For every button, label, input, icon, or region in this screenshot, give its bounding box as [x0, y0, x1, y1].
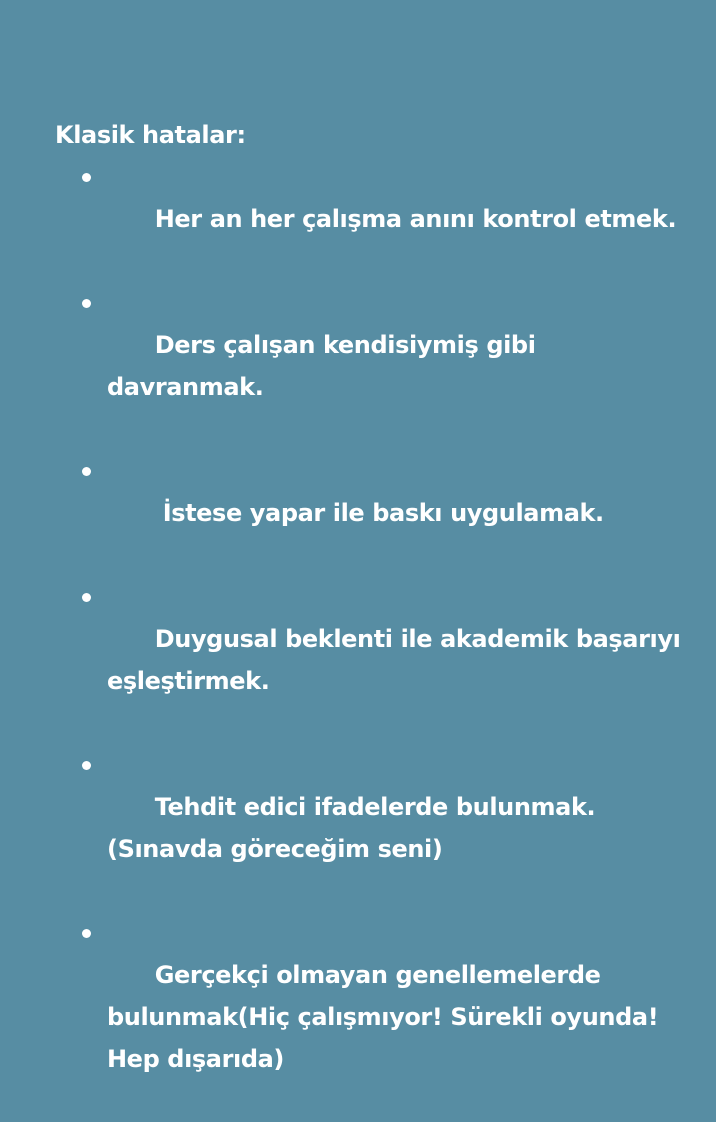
list-item-text: Gerçekçi olmayan genellemelerde bulunmak(Hiç çalışmıyor! Sürekli oyunda! Hep dışarıda) — [107, 961, 667, 1073]
list-item-text: Her an her çalışma anını kontrol etmek. — [154, 205, 677, 233]
bullet-icon — [82, 299, 91, 308]
mistakes-list — [55, 156, 695, 1122]
list-item-text: Tehdit edici ifadelerde bulunmak. (Sınavda göreceğim seni) — [107, 793, 604, 863]
bullet-icon — [82, 467, 91, 476]
bullet-icon — [82, 761, 91, 770]
text-block — [55, 114, 695, 1122]
list-item — [55, 912, 695, 1122]
list-item-text: İstese yapar ile baskı uygulamak. — [154, 499, 604, 527]
list-item — [55, 450, 695, 576]
list-item-text: Duygusal beklenti ile akademik başarıyı eşleştirmek. — [107, 625, 689, 695]
bullet-icon — [82, 929, 91, 938]
list-item-text: Ders çalışan kendisiymiş gibi davranmak. — [107, 331, 544, 401]
bullet-icon — [82, 593, 91, 602]
list-item — [55, 156, 695, 282]
list-item — [55, 282, 695, 450]
heading: Klasik hatalar: — [55, 121, 246, 149]
list-item — [55, 744, 695, 912]
bullet-icon — [82, 173, 91, 182]
list-item — [55, 576, 695, 744]
